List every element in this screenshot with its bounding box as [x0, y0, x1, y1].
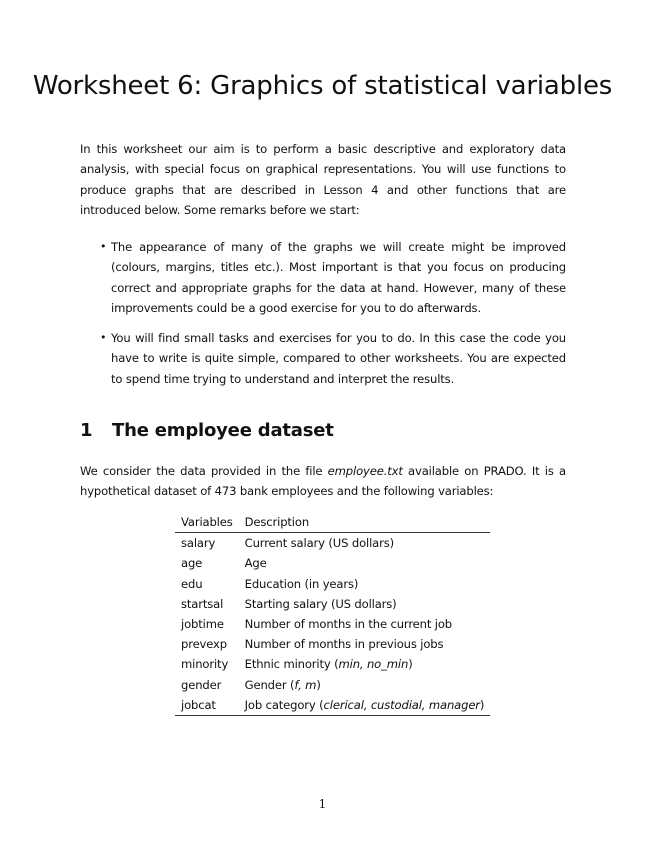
table-row — [175, 533, 490, 554]
variable-description: Education (in years) — [244, 576, 359, 591]
desc-levels: clerical, custodial, manager — [323, 697, 480, 712]
variable-name: jobcat — [175, 695, 239, 716]
variable-description: Current salary (US dollars) — [244, 536, 394, 551]
variable-name: age — [181, 556, 203, 571]
variable-description: Number of months in the current job — [244, 617, 453, 632]
variables-table — [175, 512, 490, 716]
table-row — [175, 553, 490, 573]
dataset-paragraph — [80, 461, 566, 502]
table-row — [175, 614, 490, 634]
table-row — [175, 695, 490, 716]
desc-levels: min, no_min — [338, 657, 409, 672]
variable-description: Age — [244, 556, 267, 571]
page-number: 1 — [318, 797, 327, 811]
section-title: The employee dataset — [112, 420, 334, 441]
variable-description: Number of months in previous jobs — [244, 637, 444, 652]
remark-text: You will find small tasks and exercises for you to do. In this case the code you have to write is quite simple, compared to other worksheets. You are expected to spend time trying to understand and interpret the results. — [111, 331, 566, 386]
table-header-row — [175, 512, 490, 533]
desc-post: ) — [408, 657, 413, 672]
remarks-list-1 — [80, 237, 566, 319]
bullet-icon: • — [100, 240, 107, 253]
variable-name: gender — [181, 677, 222, 692]
remarks-list-2 — [80, 328, 566, 389]
table-row — [175, 594, 490, 614]
table-row — [175, 574, 490, 594]
variable-name: prevexp — [181, 637, 227, 652]
remark-item-appearance — [80, 237, 566, 319]
desc-post: ) — [316, 677, 321, 692]
remark-text: The appearance of many of the graphs we will create might be improved (colours, margins, titles etc.). Most important is that you focus on producing correct and appropriate graphs for the data at hand. However, many of these improvements could be a good exercise for you to do afterwards. — [111, 240, 566, 316]
desc-post: ) — [479, 697, 485, 712]
variable-name: jobtime — [181, 617, 224, 632]
intro-paragraph: In this worksheet our aim is to perform a basic descriptive and exploratory data analysis, with special focus on graphical representations. You will use functions to produce graphs that are described in Lesson 4 and other functions that are introduced below. Some remarks before we start: — [80, 142, 566, 218]
variable-name: minority — [181, 657, 229, 672]
section-heading — [80, 420, 334, 441]
variable-description — [239, 654, 491, 674]
section-number: 1 — [80, 420, 93, 441]
table-row — [175, 654, 490, 674]
variable-description — [239, 675, 491, 695]
table-row — [175, 675, 490, 695]
desc-levels: f, m — [294, 677, 317, 692]
desc-pre: Gender ( — [244, 677, 295, 692]
variable-description — [239, 695, 491, 716]
header-variables: Variables — [175, 512, 239, 533]
variable-name: salary — [181, 536, 216, 551]
remark-item-tasks — [80, 328, 566, 389]
variable-name: startsal — [181, 596, 224, 611]
variable-description: Starting salary (US dollars) — [244, 596, 397, 611]
desc-pre: Job category ( — [244, 697, 324, 712]
dataset-text-after: available on PRADO. It is a hypothetical dataset of 473 bank employees and the following variables: — [80, 464, 566, 499]
dataset-text-before: We consider the data provided in the file — [80, 464, 328, 478]
table-row — [175, 634, 490, 654]
document-title: Worksheet 6: Graphics of statistical variables — [32, 71, 613, 101]
variable-name: edu — [181, 576, 203, 591]
header-description: Description — [239, 512, 491, 533]
desc-pre: Ethnic minority ( — [244, 657, 339, 672]
dataset-filename: employee.txt — [327, 464, 403, 478]
bullet-icon: • — [100, 331, 107, 344]
